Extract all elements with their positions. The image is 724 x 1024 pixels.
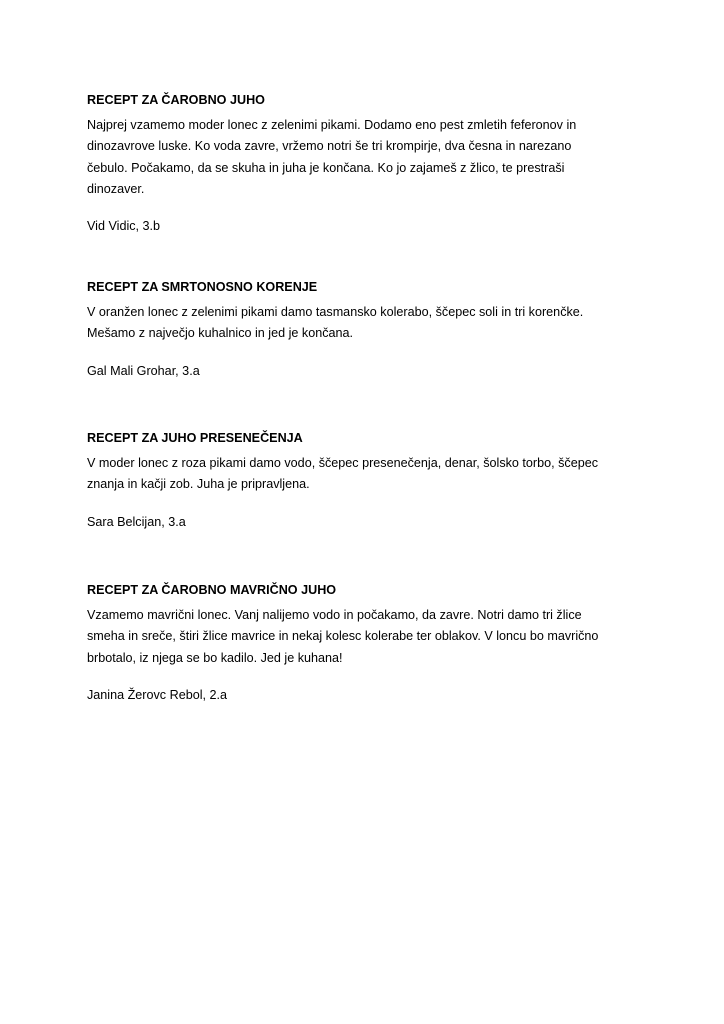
- recipe-author: Sara Belcijan, 3.a: [87, 515, 186, 529]
- recipe-author: Janina Žerovc Rebol, 2.a: [87, 688, 228, 702]
- recipe-text: [87, 115, 576, 200]
- recipe-carobna-juha: [87, 93, 647, 233]
- recipe-text-line: Mešamo z največjo kuhalnico in jed je končana.: [87, 326, 354, 341]
- recipe-title: RECEPT ZA SMRTONOSNO KORENJE: [87, 280, 318, 294]
- recipe-text-line: V moder lonec z roza pikami damo vodo, ščepec presenečenja, denar, šolsko torbo, ščepec: [87, 456, 599, 470]
- recipe-title: RECEPT ZA ČAROBNO JUHO: [87, 93, 265, 107]
- recipe-text: [87, 302, 583, 345]
- recipe-text-line: dinozaver.: [87, 181, 145, 196]
- recipe-text: [87, 453, 598, 496]
- recipe-title: RECEPT ZA ČAROBNO MAVRIČNO JUHO: [87, 583, 337, 597]
- recipe-carobna-mavricna-juha: [87, 583, 647, 702]
- recipe-title: RECEPT ZA JUHO PRESENEČENJA: [87, 431, 303, 445]
- recipe-juha-presenecenja: [87, 431, 647, 529]
- recipe-text-line: Vzamemo mavrični lonec. Vanj nalijemo vodo in počakamo, da zavre. Notri damo tri žlice: [87, 608, 582, 622]
- recipe-text-line: znanja in kačji zob. Juha je pripravljena.: [87, 477, 310, 492]
- recipe-text-line: dinozavrove luske. Ko voda zavre, vržemo notri še tri krompirje, dva česna in narezano: [87, 139, 572, 154]
- recipe-author: Gal Mali Grohar, 3.a: [87, 364, 200, 378]
- recipe-author: Vid Vidic, 3.b: [87, 219, 161, 233]
- recipe-text-line: Najprej vzamemo moder lonec z zelenimi pikami. Dodamo eno pest zmletih feferonov in: [87, 118, 577, 132]
- recipe-text-line: brbotalo, iz njega se bo kadilo. Jed je kuhana!: [87, 650, 343, 665]
- recipe-text-line: čebulo. Počakamo, da se skuha in juha je končana. Ko jo zajameš z žlico, te prestraši: [87, 160, 565, 175]
- recipe-text-line: smeha in sreče, štiri žlice mavrice in nekaj kolesc kolerabe ter oblakov. V loncu bo mavrično: [87, 629, 599, 644]
- recipe-text-line: V oranžen lonec z zelenimi pikami damo tasmansko kolerabo, ščepec soli in tri korenčke.: [87, 305, 584, 319]
- recipe-text: [87, 605, 598, 669]
- recipe-smrtonosno-korenje: [87, 280, 647, 378]
